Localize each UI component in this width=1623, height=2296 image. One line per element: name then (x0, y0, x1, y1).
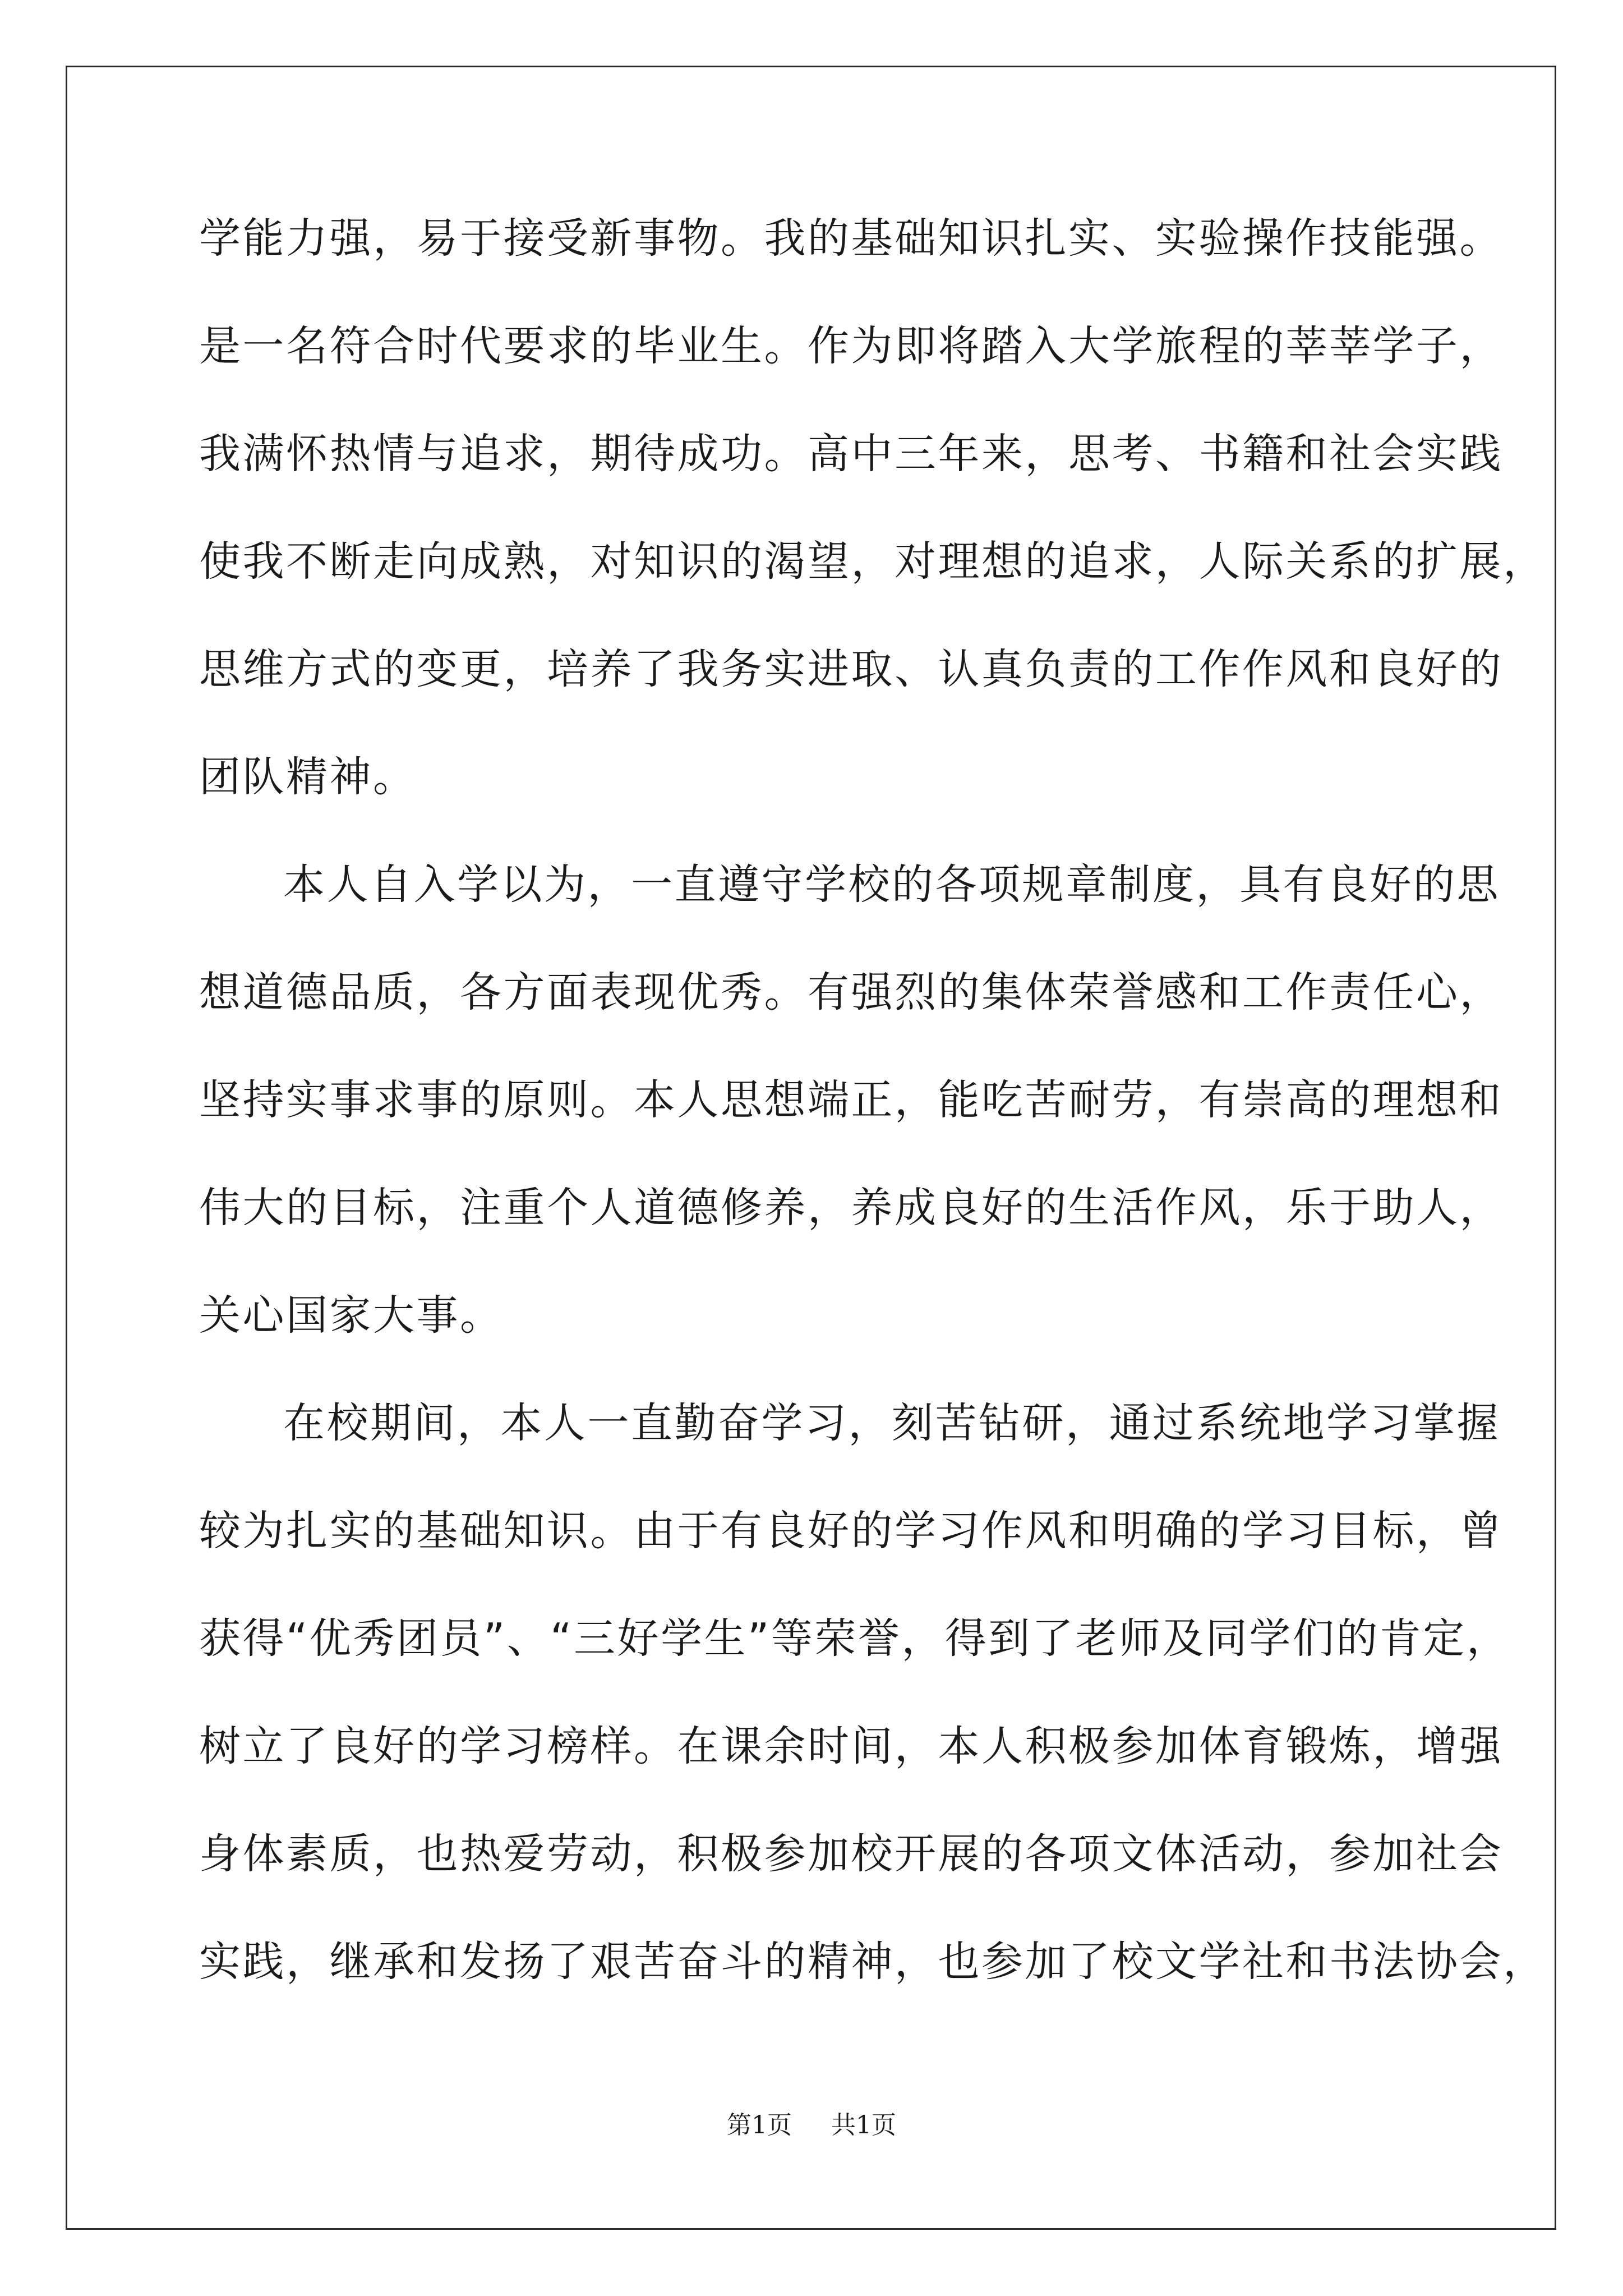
text-line: 我满怀热情与追求，期待成功。高中三年来，思考、书籍和社会实践 (199, 430, 1503, 478)
text-line: 想道德品质，各方面表现优秀。有强烈的集体荣誉感和工作责任心， (199, 968, 1503, 1016)
text-line: 实践，继承和发扬了艰苦奋斗的精神，也参加了校文学社和书法协会， (199, 1938, 1547, 1986)
text-line: 是一名符合时代要求的毕业生。作为即将踏入大学旅程的莘莘学子， (199, 322, 1503, 370)
text-line: 身体素质，也热爱劳动，积极参加校开展的各项文体活动，参加社会 (199, 1830, 1503, 1878)
text-line: 学能力强，易于接受新事物。我的基础知识扎实、实验操作技能强。 (199, 214, 1503, 263)
text-line: 思维方式的变更，培养了我务实进取、认真负责的工作作风和良好的 (199, 645, 1503, 693)
text-line: 树立了良好的学习榜样。在课余时间，本人积极参加体育锻炼，增强 (199, 1722, 1503, 1770)
paragraph-first-line: 本人自入学以为，一直遵守学校的各项规章制度，具有良好的思 (283, 861, 1500, 909)
page-border (66, 66, 1556, 2230)
text-line: 伟大的目标，注重个人道德修养，养成良好的生活作风，乐于助人， (199, 1184, 1503, 1232)
page-footer (0, 2105, 1623, 2141)
page-number: 第1页 (727, 2111, 792, 2139)
text-line: 使我不断走向成熟，对知识的渴望，对理想的追求，人际关系的扩展， (199, 537, 1547, 586)
page-total: 共1页 (831, 2111, 896, 2139)
text-line: 坚持实事求事的原则。本人思想端正，能吃苦耐劳，有崇高的理想和 (199, 1076, 1503, 1124)
text-line: 关心国家大事。 (199, 1291, 504, 1340)
paragraph-first-line: 在校期间，本人一直勤奋学习，刻苦钻研，通过系统地学习掌握 (283, 1399, 1500, 1447)
text-line: 获得“优秀团员”、“三好学生”等荣誉，得到了老师及同学们的肯定， (199, 1614, 1510, 1663)
text-line: 较为扎实的基础知识。由于有良好的学习作风和明确的学习目标，曾 (199, 1507, 1503, 1555)
text-line: 团队精神。 (199, 753, 417, 801)
